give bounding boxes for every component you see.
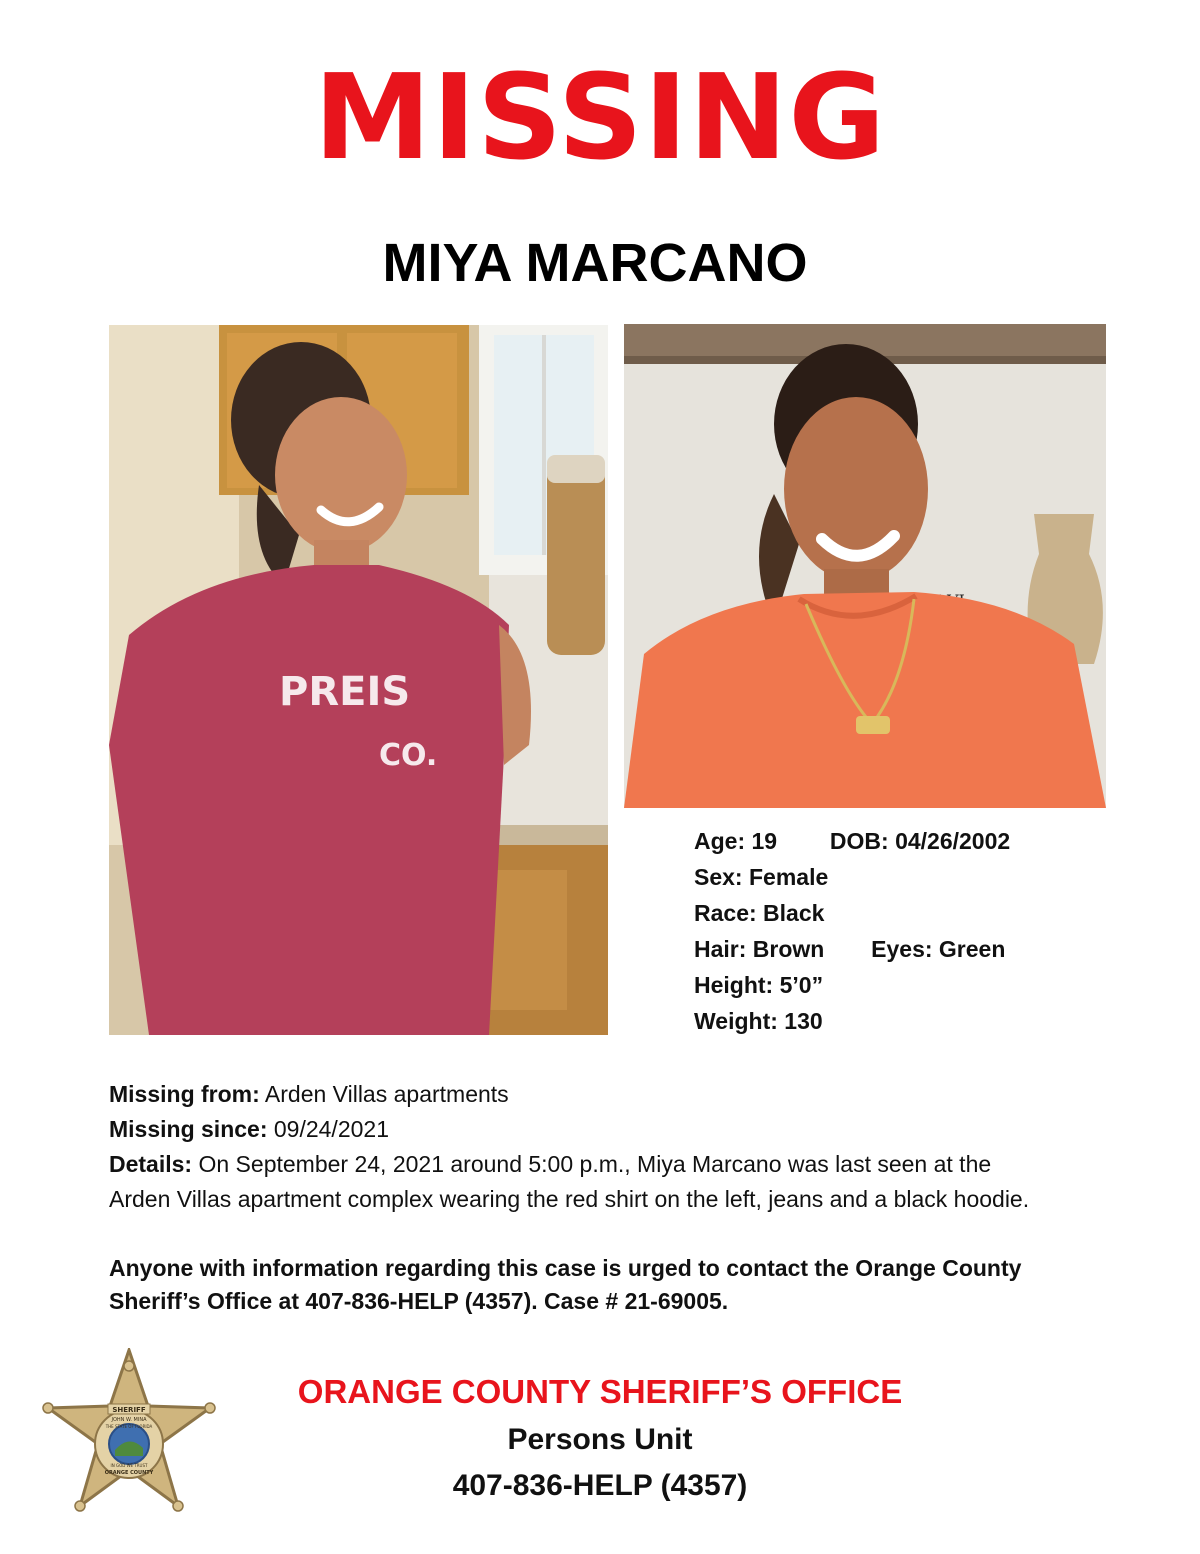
race-label: Race: — [694, 900, 757, 926]
left-photo — [109, 325, 608, 1035]
missing-since-value: 09/24/2021 — [273, 1116, 389, 1142]
appeal-line-2: Sheriff’s Office at 407-836-HELP (4357). Case # 21-69005. — [109, 1288, 729, 1314]
details-line-2 — [109, 1182, 1159, 1217]
office-name: ORANGE COUNTY SHERIFF’S OFFICE — [297, 1373, 903, 1410]
race-row — [694, 895, 1114, 931]
case-details — [109, 1077, 1159, 1217]
hair-label: Hair: — [694, 936, 747, 962]
missing-headline: MISSING — [313, 48, 887, 186]
appeal-line-1: Anyone with information regarding this case is urged to contact the Orange County — [109, 1255, 1022, 1281]
height-row — [694, 967, 1114, 1003]
badge-ring-text: THE STATE OF FLORIDA — [105, 1424, 153, 1429]
right-photo — [624, 324, 1106, 808]
dob-label: DOB: — [829, 828, 889, 854]
eyes-value: Green — [938, 936, 1006, 962]
badge-county-text: ORANGE COUNTY — [104, 1470, 154, 1476]
person-stats — [694, 823, 1114, 1039]
missing-from-line — [109, 1077, 1159, 1112]
sex-row — [694, 859, 1114, 895]
person-name: MIYA MARCANO — [382, 233, 808, 293]
sheriff-badge-icon — [40, 1348, 218, 1516]
right-photo-illustration — [624, 324, 1106, 808]
footer-phone: 407-836-HELP (4357) — [452, 1469, 748, 1502]
dob-value: 04/26/2002 — [895, 828, 1011, 854]
shirt-text-line2: CO. — [379, 738, 438, 773]
badge-motto-text: IN GOD WE TRUST — [110, 1463, 148, 1468]
missing-since-label: Missing since: — [109, 1116, 268, 1142]
hair-eyes-row — [694, 931, 1114, 967]
details-line-1 — [109, 1147, 1159, 1182]
hair-value: Brown — [752, 936, 825, 962]
eyes-label: Eyes: — [871, 936, 933, 962]
shirt-text-line1: PREIS — [279, 669, 411, 715]
missing-from-value: Arden Villas apartments — [264, 1081, 509, 1107]
weight-row — [694, 1003, 1114, 1039]
age-label: Age: — [694, 828, 746, 854]
age-value: 19 — [751, 828, 778, 854]
details-text-2: Arden Villas apartment complex wearing the red shirt on the left, jeans and a black hoodie. — [109, 1186, 1030, 1212]
age-dob-row — [694, 823, 1114, 859]
details-label: Details: — [109, 1151, 193, 1177]
left-photo-illustration — [109, 325, 608, 1035]
unit-name: Persons Unit — [507, 1423, 693, 1456]
badge-name-text: JOHN W. MINA — [111, 1417, 147, 1423]
missing-since-line — [109, 1112, 1159, 1147]
badge-top-text: SHERIFF — [112, 1406, 146, 1414]
contact-appeal — [109, 1252, 1159, 1318]
details-text-1: On September 24, 2021 around 5:00 p.m., Miya Marcano was last seen at the — [198, 1151, 992, 1177]
height-label: Height: — [694, 972, 774, 998]
weight-label: Weight: — [694, 1008, 778, 1034]
missing-from-label: Missing from: — [109, 1081, 260, 1107]
weight-value: 130 — [784, 1008, 823, 1034]
sex-value: Female — [748, 864, 829, 890]
height-value: 5’0” — [779, 972, 824, 998]
footer — [200, 1370, 1000, 1508]
race-value: Black — [763, 900, 825, 926]
sex-label: Sex: — [694, 864, 743, 890]
